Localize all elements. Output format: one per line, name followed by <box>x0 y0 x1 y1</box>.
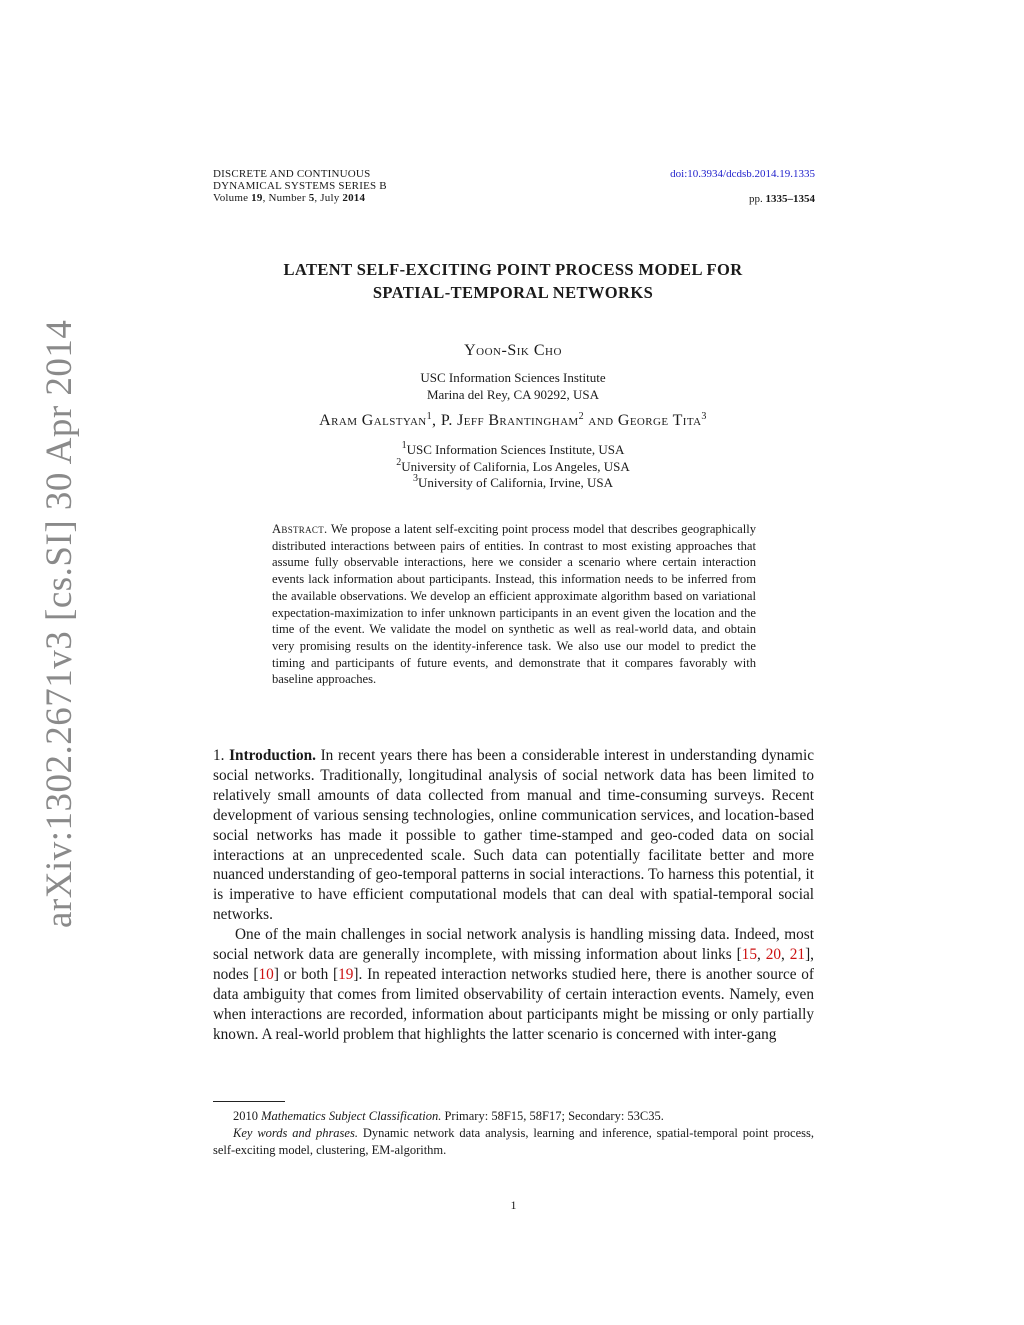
journal-name-line2: DYNAMICAL SYSTEMS SERIES B <box>213 180 387 192</box>
journal-header <box>213 168 387 204</box>
paper-title <box>213 258 813 304</box>
paper-title-line2: SPATIAL-TEMPORAL NETWORKS <box>372 283 654 302</box>
footnote-rule <box>213 1101 285 1102</box>
main-author-affiliation: USC Information Sciences Institute Marina del Rey, CA 90292, USA <box>420 370 606 402</box>
abstract-label: Abstract. <box>272 522 328 536</box>
section-number: 1. <box>213 747 230 764</box>
arxiv-stamp: arXiv:1302.2671v3 [cs.SI] 30 Apr 2014 <box>39 319 80 928</box>
intro-paragraph-2: One of the main challenges in social network analysis is handling missing data. Indeed, most social network data are generally incomplete, with missing information about links [15, 20, 21], nodes [10] or both [19]. In repeated interaction networks studied here, there is another source of data ambiguity that comes from limited observability of certain interaction events. Namely, even when interactions are recorded, information about participants might be missing or only partially known. A real-world problem that highlights the latter scenario is concerned with inter-gang <box>213 926 814 1043</box>
affiliation-1: $^1$USC Information Sciences Institute, USA <box>401 440 625 457</box>
keywords: Key words and phrases. Dynamic network data analysis, learning and inference, spatial-temporal point process, self-exciting model, clustering, EM-algorithm. <box>213 1126 814 1157</box>
section-title: Introduction. <box>229 747 316 764</box>
coauthor-affiliations <box>213 442 813 492</box>
journal-header-right <box>670 168 815 205</box>
coauthor-1: Aram Galstyan <box>319 412 427 429</box>
paper-title-line1: LATENT SELF-EXCITING POINT PROCESS MODEL FOR <box>283 260 743 279</box>
affiliation-2: $^2$University of California, Los Angeles, USA <box>396 456 630 474</box>
journal-volume-line: Volume 19, Number 5, July 2014 <box>213 192 366 204</box>
abstract-text: We propose a latent self-exciting point process model that describes geographically distributed interactions between pairs of entities. In contrast to most existing approaches that assume fully observable interactions, here we consider a scenario where certain interaction events lack information about participants. Instead, this information needs to be inferred from the available observations. We develop an efficient approximate algorithm based on variational expectation-maximization to infer unknown participants in an event given the location and the time of the event. We validate the model on synthetic as well as real-world data, and obtain very promising results on the identity-inference task. We also use our model to predict the timing and participants of future events, and demonstrate that it compares favorably with baseline approaches. <box>272 522 756 687</box>
citation-10[interactable]: 10 <box>258 965 274 983</box>
journal-year: 2014 <box>342 192 366 204</box>
citation-15[interactable]: 15 <box>741 946 757 964</box>
citation-21[interactable]: 21 <box>789 946 806 964</box>
page-number: 1 <box>510 1198 517 1212</box>
footnote <box>213 1108 814 1159</box>
abstract <box>272 521 756 688</box>
page-range: pp. 1335–1354 <box>749 193 815 205</box>
coauthor-3: George Tita <box>617 412 702 429</box>
journal-number: 5 <box>308 192 315 204</box>
affiliation-3: $^3$University of California, Irvine, USA <box>413 473 613 490</box>
journal-name-line1: DISCRETE AND CONTINUOUS <box>213 168 371 180</box>
doi-link[interactable]: doi:10.3934/dcdsb.2014.19.1335 <box>670 168 815 180</box>
introduction-section <box>213 746 814 1045</box>
main-author: Yoon-Sik Cho <box>464 342 562 359</box>
citation-19[interactable]: 19 <box>338 965 354 983</box>
coauthor-2: P. Jeff Brantingham <box>440 412 579 429</box>
msc-classification: 2010 Mathematics Subject Classification. Primary: 58F15, 58F17; Secondary: 53C35. <box>233 1109 664 1123</box>
intro-paragraph-1: 1. Introduction. In recent years there has been a considerable interest in understanding dynamic social networks. Traditionally, longitudinal analysis of social network data has been limited to relatively small amounts of data collected from manual and time-consuming surveys. Recent development of various sensing technologies, online communication services, and location-based social networks has made it possible to gather time-stamped and geo-coded data on social interactions at an unprecedented scale. Such data can potentially facilitate better and more nuanced understanding of geo-temporal patterns in social interactions. To harness this potential, it is imperative to have efficient computational models that can deal with spatial-temporal social networks. <box>213 747 815 924</box>
journal-volume: 19 <box>251 192 263 204</box>
citation-20[interactable]: 20 <box>765 946 782 964</box>
coauthors-line: Aram Galstyan$^1$, P. Jeff Brantingham$^2$ and George Tita$^3$ <box>319 411 707 429</box>
